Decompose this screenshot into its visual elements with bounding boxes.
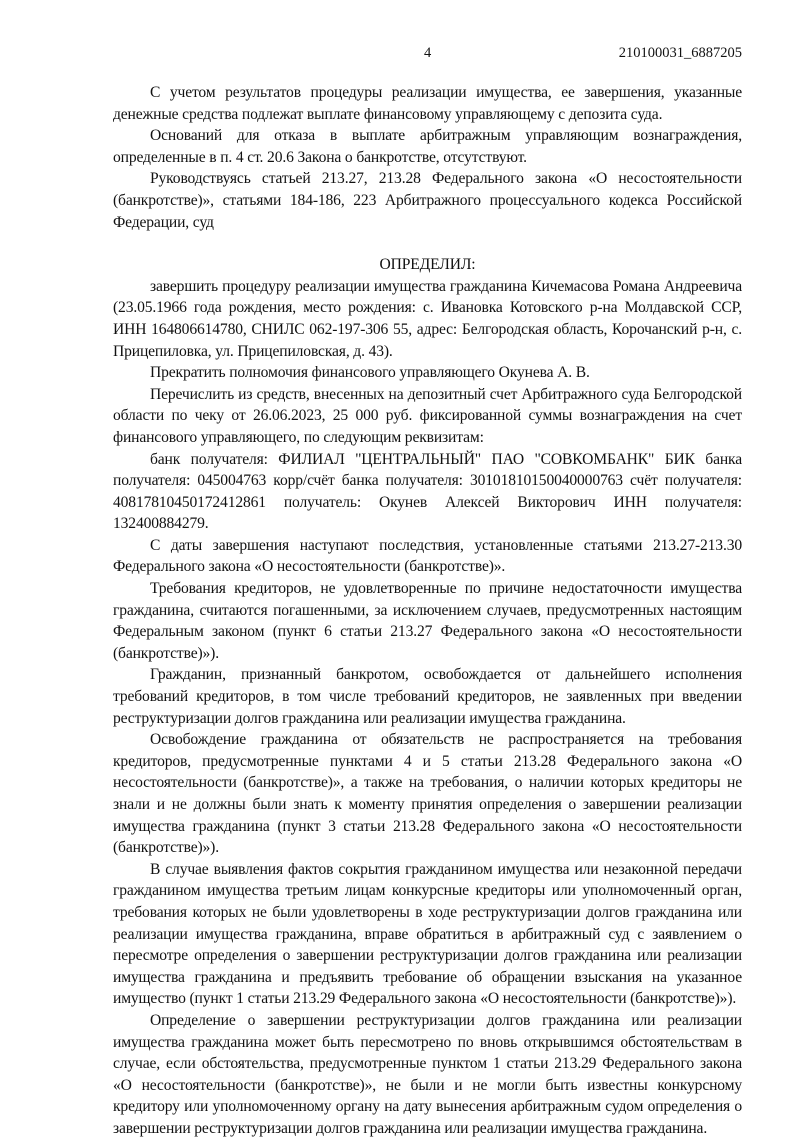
paragraph-deposit-payment: С учетом результатов процедуры реализации имущества, ее завершения, указанные денежные средства подлежат выплате финансовому управляющему с депозита суда.	[113, 84, 742, 123]
document-body	[113, 82, 742, 1140]
document-id: 210100031_6887205	[618, 45, 742, 61]
paragraph-creditor-claims: Требования кредиторов, не удовлетворенные по причине недостаточности имущества гражданина, считаются погашенными, за исключением случаев, предусмотренных настоящим Федеральным законом (пункт 6 статьи 213.27 Федерального закона «О несостоятельности (банкротстве)»).	[113, 580, 742, 662]
paragraph-complete-procedure: завершить процедуру реализации имущества гражданина Кичемасова Романа Андреевича (23.05.1966 года рождения, место рождения: с. Ивановка Котовского р-на Молдавской ССР, ИНН 164806614780, СНИЛС 062-197-306 55, адрес: Белгородская область, Корочанский р-н, с. Прицепиловка, ул. Прицепиловская, д. 43).	[113, 277, 742, 360]
page-number: 4	[424, 45, 432, 61]
paragraph-release-exceptions: Освобождение гражданина от обязательств не распространяется на требования кредиторов, предусмотренные пунктами 4 и 5 статьи 213.28 Федерального закона «О несостоятельности (банкротстве)», а также на требования, о наличии которых кредиторы не знали и не должны были знать к моменту принятия определения о завершении реализации имущества гражданина (пункт 3 статьи 213.28 Федерального закона «О несостоятельности (банкротстве)»).	[113, 731, 742, 857]
page-header	[0, 45, 800, 65]
paragraph-release-obligations: Гражданин, признанный банкротом, освобождается от дальнейшего исполнения требований кредиторов, в том числе требований кредиторов, не заявленных при введении реструктуризации долгов гражданина или реализации имущества гражданина.	[113, 666, 742, 727]
paragraph-concealment: В случае выявления фактов сокрытия гражданином имущества или незаконной передачи гражданином имущества третьим лицам конкурсные кредиторы или уполномоченный орган, требования которых не были удовлетворены в ходе реструктуризации долгов гражданина или реализации имущества гражданина, вправе обратиться в арбитражный суд с заявлением о пересмотре определения о завершении реструктуризации долгов гражданина или реализации имущества гражданина и предъявить требование об обращении взыскания на указанное имущество (пункт 1 статьи 213.29 Федерального закона «О несостоятельности (банкротстве)»).	[113, 860, 742, 1008]
paragraph-terminate-powers: Прекратить полномочия финансового управляющего Окунева А. В.	[150, 364, 590, 382]
paragraph-transfer-funds: Перечислить из средств, внесенных на депозитный счет Арбитражного суда Белгородской области по чеку от 26.06.2023, 25 000 руб. фиксированной суммы вознаграждения на счет финансового управляющего, по следующим реквизитам:	[113, 385, 742, 446]
paragraph-consequences: С даты завершения наступают последствия, установленные статьями 213.27-213.30 Федерального закона «О несостоятельности (банкротстве)».	[113, 536, 742, 576]
paragraph-legal-basis: Руководствуясь статьей 213.27, 213.28 Федерального закона «О несостоятельности (банкротстве)», статьями 184-186, 223 Арбитражного процессуального кодекса Российской Федерации, суд	[113, 170, 742, 231]
paragraph-bank-details: банк получателя: ФИЛИАЛ "ЦЕНТРАЛЬНЫЙ" ПАО "СОВКОМБАНК" БИК банка получателя: 045004763 корр/счёт банка получателя: 30101810150040000763 счёт получателя: 40817810450172412861 получатель: Окунев Алексей Викторович ИНН получателя: 132400884279.	[113, 450, 742, 533]
paragraph-no-grounds-refusal: Оснований для отказа в выплате арбитражным управляющим вознаграждения, определенные в п. 4 ст. 20.6 Закона о банкротстве, отсутствуют.	[113, 127, 742, 166]
ruling-heading: ОПРЕДЕЛИЛ:	[379, 256, 476, 274]
paragraph-review: Определение о завершении реструктуризации долгов гражданина или реализации имущества гражданина может быть пересмотрено по вновь открывшимся обстоятельствам в случае, если обстоятельства, предусмотренные пунктом 1 статьи 213.29 Федерального закона «О несостоятельности (банкротстве)», не были и не могли быть известны конкурсному кредитору или уполномоченному органу на дату вынесения арбитражным судом определения о завершении реструктуризации долгов гражданина или реализации имущества гражданина.	[113, 1011, 742, 1137]
